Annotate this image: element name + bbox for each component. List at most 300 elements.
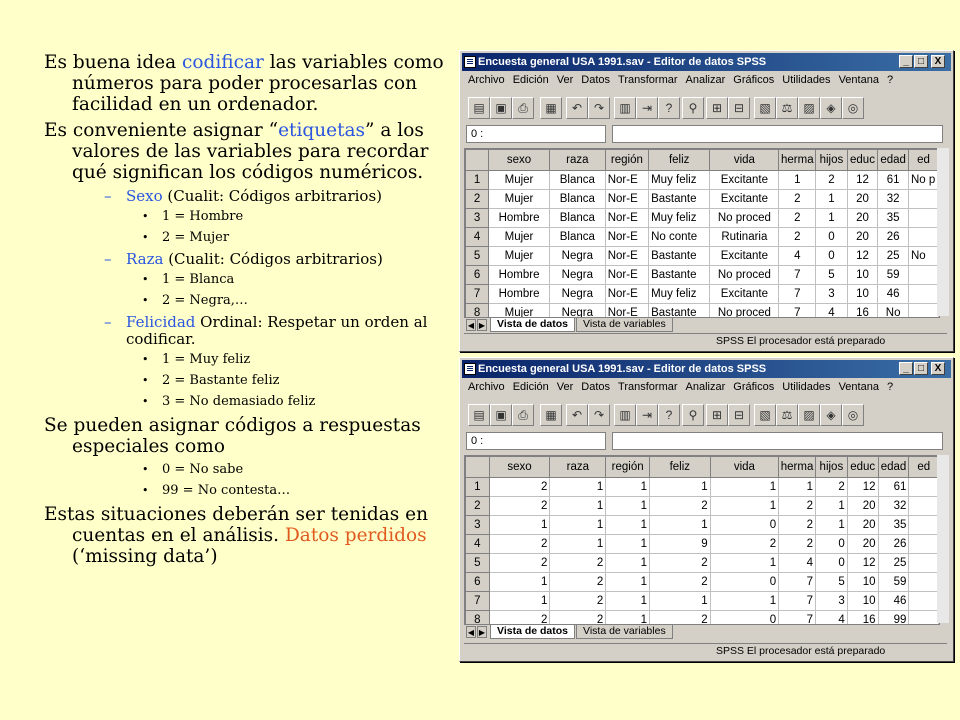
tab-vista-de-variables[interactable]: Vista de variables xyxy=(576,318,673,332)
menu-ayuda[interactable]: ? xyxy=(886,74,894,86)
slide-text xyxy=(44,52,454,572)
grid-cell[interactable]: Muy feliz xyxy=(649,285,710,304)
grid-cell[interactable]: 2 xyxy=(779,497,816,516)
dialog-recall-icon[interactable]: ▦ xyxy=(540,97,562,119)
subitem xyxy=(44,272,454,288)
grid-cell[interactable]: No proced xyxy=(710,266,779,285)
menu-utilidades[interactable]: Utilidades xyxy=(782,381,831,393)
grid-cell[interactable]: 2 xyxy=(779,516,816,535)
code-text: 0 = No sabe xyxy=(162,462,244,477)
grid-cell[interactable]: Bastante xyxy=(649,190,710,209)
grid-cell[interactable]: 4 xyxy=(779,554,816,573)
tab-prev-icon[interactable]: ◀ xyxy=(467,628,475,637)
redo-icon[interactable]: ↷ xyxy=(588,97,610,119)
select-cases-icon[interactable]: ▨ xyxy=(798,97,820,119)
grid-cell[interactable]: Nor-E xyxy=(605,228,648,247)
grid-cell[interactable]: 1 xyxy=(606,611,650,626)
menu-ver[interactable]: Ver xyxy=(556,74,574,86)
grid-cell[interactable]: 0 xyxy=(816,228,847,247)
highlight-sexo: Sexo xyxy=(126,187,163,205)
grid-cell[interactable] xyxy=(909,497,939,516)
grid-cell[interactable]: 7 xyxy=(779,611,816,626)
grid-cell[interactable]: Blanca xyxy=(549,228,605,247)
grid-cell[interactable]: 2 xyxy=(489,478,550,497)
column-header[interactable]: región xyxy=(605,150,648,171)
grid-cell[interactable]: 2 xyxy=(710,535,778,554)
row-number[interactable]: 3 xyxy=(466,209,489,228)
grid-cell[interactable]: 1 xyxy=(710,497,778,516)
grid-cell[interactable]: 10 xyxy=(847,266,878,285)
row-number[interactable]: 4 xyxy=(466,535,490,554)
print-icon[interactable]: ⎙ xyxy=(512,404,534,426)
dialog-recall-icon[interactable]: ▦ xyxy=(540,404,562,426)
redo-icon[interactable]: ↷ xyxy=(588,404,610,426)
data-grid[interactable] xyxy=(464,148,940,318)
grid-cell[interactable]: 5 xyxy=(816,266,847,285)
grid-cell[interactable]: 20 xyxy=(847,497,878,516)
grid-cell[interactable]: 1 xyxy=(606,478,650,497)
save-icon[interactable]: ▣ xyxy=(490,404,512,426)
menu-archivo[interactable]: Archivo xyxy=(468,74,505,86)
grid-cell[interactable]: Nor-E xyxy=(605,171,648,190)
variables-icon[interactable]: ? xyxy=(658,97,680,119)
grid-cell[interactable]: 5 xyxy=(816,573,848,592)
grid-cell[interactable]: 1 xyxy=(489,592,550,611)
menu-analizar[interactable]: Analizar xyxy=(685,74,726,86)
cell-editor xyxy=(464,123,947,145)
text-segment: Estas situaciones deberán ser tenidas en cuentas en el análisis. xyxy=(44,504,429,546)
cell-reference[interactable]: 0 : xyxy=(466,125,606,143)
menu-ayuda[interactable]: ? xyxy=(886,381,894,393)
menu-edicion[interactable]: Edición xyxy=(512,74,549,86)
grid-cell[interactable]: 2 xyxy=(649,573,710,592)
grid-corner[interactable] xyxy=(466,150,489,171)
grid-cell[interactable]: 0 xyxy=(710,516,778,535)
item-felicidad xyxy=(44,314,454,348)
find-icon[interactable]: ⚲ xyxy=(682,404,704,426)
table-row xyxy=(466,516,939,535)
dash: – xyxy=(104,250,112,268)
grid-cell[interactable] xyxy=(909,592,939,611)
column-header[interactable]: herma xyxy=(779,150,816,171)
grid-cell[interactable]: 61 xyxy=(878,171,909,190)
grid-cell[interactable]: 2 xyxy=(779,209,816,228)
grid-cell[interactable]: 2 xyxy=(550,573,606,592)
grid-cell[interactable]: Blanca xyxy=(549,209,605,228)
grid-cell[interactable]: Mujer xyxy=(489,190,550,209)
split-file-icon[interactable]: ▧ xyxy=(754,404,776,426)
table-row xyxy=(466,285,939,304)
grid-cell[interactable]: Hombre xyxy=(489,209,550,228)
data-grid[interactable] xyxy=(464,455,940,625)
grid-cell[interactable]: No xyxy=(908,247,938,266)
grid-cell[interactable]: Blanca xyxy=(549,171,605,190)
minimize-button[interactable]: _ xyxy=(899,55,913,68)
grid-cell[interactable]: 1 xyxy=(816,190,847,209)
table-row xyxy=(466,478,939,497)
grid-cell[interactable]: Bastante xyxy=(649,304,710,319)
close-button[interactable]: X xyxy=(931,55,945,68)
grid-cell[interactable]: 2 xyxy=(649,554,710,573)
menu-transformar[interactable]: Transformar xyxy=(618,74,678,86)
row-number[interactable]: 8 xyxy=(466,611,490,626)
grid-cell[interactable]: Blanca xyxy=(549,190,605,209)
column-header[interactable]: ed xyxy=(909,457,939,478)
grid-cell[interactable] xyxy=(909,573,939,592)
grid-cell[interactable]: 26 xyxy=(878,535,909,554)
grid-cell[interactable]: 1 xyxy=(779,478,816,497)
select-cases-icon[interactable]: ▨ xyxy=(798,404,820,426)
grid-cell[interactable] xyxy=(908,285,938,304)
status-bar xyxy=(464,643,947,658)
menu-datos[interactable]: Datos xyxy=(581,381,611,393)
cell-value-input[interactable] xyxy=(612,125,943,143)
grid-cell[interactable]: Negra xyxy=(549,247,605,266)
tab-prev-icon[interactable]: ◀ xyxy=(467,321,475,330)
column-header[interactable]: feliz xyxy=(649,457,710,478)
grid-cell[interactable] xyxy=(909,611,939,626)
goto-case-icon[interactable]: ⇥ xyxy=(636,97,658,119)
grid-cell[interactable]: 35 xyxy=(878,516,909,535)
grid-cell[interactable]: Mujer xyxy=(489,171,550,190)
grid-cell[interactable]: 20 xyxy=(847,516,878,535)
grid-cell[interactable]: 4 xyxy=(816,611,848,626)
grid-cell[interactable]: Nor-E xyxy=(605,190,648,209)
grid-cell[interactable]: Negra xyxy=(549,304,605,319)
grid-cell[interactable]: 59 xyxy=(878,573,909,592)
column-header[interactable]: hijos xyxy=(816,150,847,171)
grid-cell[interactable] xyxy=(908,304,938,319)
grid-cell[interactable]: 1 xyxy=(489,516,550,535)
grid-cell[interactable]: 1 xyxy=(816,516,848,535)
column-header[interactable]: región xyxy=(606,457,650,478)
menu-graficos[interactable]: Gráficos xyxy=(733,74,775,86)
row-number[interactable]: 1 xyxy=(466,171,489,190)
grid-cell[interactable]: 1 xyxy=(816,497,848,516)
grid-cell[interactable]: 0 xyxy=(816,247,847,266)
grid-cell[interactable]: Excitante xyxy=(710,285,779,304)
code-text: 1 = Blanca xyxy=(162,272,235,287)
highlight-raza: Raza xyxy=(126,250,164,268)
value-labels-icon[interactable]: ◈ xyxy=(820,97,842,119)
table-row xyxy=(466,228,939,247)
grid-cell[interactable]: 20 xyxy=(847,535,878,554)
column-header[interactable]: raza xyxy=(550,457,606,478)
insert-case-icon[interactable]: ⊞ xyxy=(706,404,728,426)
grid-cell[interactable]: Bastante xyxy=(649,266,710,285)
row-number[interactable]: 7 xyxy=(466,592,490,611)
subitem xyxy=(44,293,454,309)
grid-cell[interactable] xyxy=(909,478,939,497)
grid-cell[interactable]: 1 xyxy=(779,171,816,190)
tab-next-icon[interactable]: ▶ xyxy=(478,321,486,330)
grid-cell[interactable]: 1 xyxy=(606,535,650,554)
grid-cell[interactable] xyxy=(908,266,938,285)
grid-cell[interactable]: Mujer xyxy=(489,228,550,247)
grid-cell[interactable]: 2 xyxy=(779,190,816,209)
grid-cell[interactable]: 1 xyxy=(606,516,650,535)
grid-cell[interactable]: 7 xyxy=(779,573,816,592)
grid-cell[interactable]: 32 xyxy=(878,497,909,516)
grid-cell[interactable]: 1 xyxy=(710,478,778,497)
grid-cell[interactable]: No proced xyxy=(710,304,779,319)
title-bar[interactable] xyxy=(462,53,951,71)
row-number[interactable]: 2 xyxy=(466,190,489,209)
column-header[interactable]: sexo xyxy=(489,457,550,478)
column-header[interactable]: raza xyxy=(549,150,605,171)
grid-cell[interactable]: 1 xyxy=(606,554,650,573)
grid-cell[interactable]: 1 xyxy=(606,592,650,611)
grid-cell[interactable]: 1 xyxy=(649,478,710,497)
grid-cell[interactable]: 32 xyxy=(878,190,909,209)
row-number[interactable]: 3 xyxy=(466,516,490,535)
weight-cases-icon[interactable]: ⚖ xyxy=(776,97,798,119)
menu-datos[interactable]: Datos xyxy=(581,74,611,86)
vertical-scrollbar[interactable] xyxy=(937,455,949,623)
grid-cell[interactable]: Nor-E xyxy=(605,247,648,266)
grid-cell[interactable]: 0 xyxy=(816,554,848,573)
column-header[interactable]: educ xyxy=(847,150,878,171)
grid-cell[interactable]: 16 xyxy=(847,611,878,626)
grid-cell[interactable]: 2 xyxy=(489,497,550,516)
grid-cell[interactable]: 1 xyxy=(606,573,650,592)
grid-cell[interactable]: 2 xyxy=(489,554,550,573)
grid-cell[interactable]: 2 xyxy=(550,554,606,573)
grid-cell[interactable]: No proced xyxy=(710,209,779,228)
grid-cell[interactable]: 1 xyxy=(710,554,778,573)
grid-cell[interactable] xyxy=(909,554,939,573)
grid-cell[interactable]: 12 xyxy=(847,554,878,573)
grid-cell[interactable]: 7 xyxy=(779,266,816,285)
grid-cell[interactable]: 1 xyxy=(606,497,650,516)
grid-cell[interactable]: Mujer xyxy=(489,247,550,266)
spss-window-labels[interactable] xyxy=(459,50,954,352)
grid-cell[interactable]: Bastante xyxy=(649,247,710,266)
menu-utilidades[interactable]: Utilidades xyxy=(782,74,831,86)
menu-ventana[interactable]: Ventana xyxy=(838,381,879,393)
column-header[interactable]: sexo xyxy=(489,150,550,171)
grid-cell[interactable]: 10 xyxy=(847,573,878,592)
grid-cell[interactable]: 2 xyxy=(489,611,550,626)
grid-cell[interactable]: 12 xyxy=(847,171,878,190)
undo-icon[interactable]: ↶ xyxy=(566,97,588,119)
menu-ventana[interactable]: Ventana xyxy=(838,74,879,86)
grid-cell[interactable]: 3 xyxy=(816,592,848,611)
row-number[interactable]: 5 xyxy=(466,247,489,266)
grid-cell[interactable]: No p xyxy=(908,171,938,190)
grid-cell[interactable]: 20 xyxy=(847,209,878,228)
column-header[interactable]: edad xyxy=(878,150,909,171)
grid-cell[interactable]: 0 xyxy=(710,611,778,626)
grid-cell[interactable]: 2 xyxy=(816,171,847,190)
grid-cell[interactable]: 59 xyxy=(878,266,909,285)
use-sets-icon[interactable]: ◎ xyxy=(842,97,864,119)
grid-cell[interactable]: 0 xyxy=(816,535,848,554)
grid-cell[interactable]: 2 xyxy=(816,478,848,497)
grid-cell[interactable]: 61 xyxy=(878,478,909,497)
column-header[interactable]: herma xyxy=(779,457,816,478)
grid-cell[interactable]: Nor-E xyxy=(605,209,648,228)
save-icon[interactable]: ▣ xyxy=(490,97,512,119)
row-number[interactable]: 1 xyxy=(466,478,490,497)
column-header[interactable]: vida xyxy=(710,457,778,478)
grid-cell[interactable]: 7 xyxy=(779,304,816,319)
column-header[interactable]: hijos xyxy=(816,457,848,478)
grid-cell[interactable]: Excitante xyxy=(710,190,779,209)
grid-cell[interactable]: Negra xyxy=(549,266,605,285)
row-number[interactable]: 8 xyxy=(466,304,489,319)
grid-cell[interactable]: 46 xyxy=(878,592,909,611)
grid-cell[interactable]: 46 xyxy=(878,285,909,304)
grid-cell[interactable]: 1 xyxy=(710,592,778,611)
insert-case-icon[interactable]: ⊞ xyxy=(706,97,728,119)
grid-cell[interactable]: 9 xyxy=(649,535,710,554)
table-row xyxy=(466,209,939,228)
undo-icon[interactable]: ↶ xyxy=(566,404,588,426)
grid-cell[interactable]: Negra xyxy=(549,285,605,304)
menu-ver[interactable]: Ver xyxy=(556,381,574,393)
grid-cell[interactable]: 2 xyxy=(649,497,710,516)
grid-cell[interactable]: Muy feliz xyxy=(649,209,710,228)
grid-cell[interactable]: 1 xyxy=(550,516,606,535)
title-bar[interactable] xyxy=(462,360,951,378)
grid-cell[interactable]: Rutinaria xyxy=(710,228,779,247)
value-labels-icon[interactable]: ◈ xyxy=(820,404,842,426)
vertical-scrollbar[interactable] xyxy=(937,148,949,316)
grid-cell[interactable]: Excitante xyxy=(710,247,779,266)
subitem xyxy=(44,230,454,246)
weight-cases-icon[interactable]: ⚖ xyxy=(776,404,798,426)
grid-cell[interactable]: 7 xyxy=(779,592,816,611)
grid-cell[interactable]: 25 xyxy=(878,554,909,573)
goto-chart-icon[interactable]: ▥ xyxy=(614,97,636,119)
grid-cell[interactable]: 2 xyxy=(550,611,606,626)
variables-icon[interactable]: ? xyxy=(658,404,680,426)
grid-cell[interactable]: 2 xyxy=(779,228,816,247)
grid-cell[interactable] xyxy=(908,228,938,247)
grid-cell[interactable]: 20 xyxy=(847,190,878,209)
grid-cell[interactable]: 10 xyxy=(847,285,878,304)
tab-vista-de-datos[interactable]: Vista de datos xyxy=(490,318,575,332)
tab-next-icon[interactable]: ▶ xyxy=(478,628,486,637)
menu-graficos[interactable]: Gráficos xyxy=(733,381,775,393)
grid-cell[interactable]: Nor-E xyxy=(605,285,648,304)
insert-variable-icon[interactable]: ⊟ xyxy=(728,404,750,426)
grid-cell[interactable]: 2 xyxy=(649,611,710,626)
grid-cell[interactable]: Hombre xyxy=(489,266,550,285)
grid-cell[interactable]: Mujer xyxy=(489,304,550,319)
goto-chart-icon[interactable]: ▥ xyxy=(614,404,636,426)
goto-case-icon[interactable]: ⇥ xyxy=(636,404,658,426)
grid-cell[interactable]: 20 xyxy=(847,228,878,247)
column-header[interactable]: edad xyxy=(878,457,909,478)
grid-cell[interactable]: Muy feliz xyxy=(649,171,710,190)
grid-cell[interactable]: Hombre xyxy=(489,285,550,304)
grid-corner[interactable] xyxy=(466,457,490,478)
find-icon[interactable]: ⚲ xyxy=(682,97,704,119)
menu-analizar[interactable]: Analizar xyxy=(685,381,726,393)
grid-cell[interactable]: 26 xyxy=(878,228,909,247)
text-segment: (Cualit: Códigos arbitrarios) xyxy=(163,250,383,268)
grid-cell[interactable]: Nor-E xyxy=(605,304,648,319)
tab-vista-de-datos[interactable]: Vista de datos xyxy=(490,625,575,639)
grid-cell[interactable] xyxy=(909,535,939,554)
data-table xyxy=(465,149,939,318)
grid-cell[interactable]: 2 xyxy=(489,535,550,554)
grid-cell[interactable]: Excitante xyxy=(710,171,779,190)
grid-cell[interactable]: 2 xyxy=(779,535,816,554)
grid-cell[interactable]: 1 xyxy=(649,516,710,535)
grid-cell[interactable]: 99 xyxy=(878,611,909,626)
maximize-button[interactable]: □ xyxy=(914,362,928,375)
minimize-button[interactable]: _ xyxy=(899,362,913,375)
grid-cell[interactable]: 7 xyxy=(779,285,816,304)
grid-cell[interactable]: 3 xyxy=(816,285,847,304)
grid-cell[interactable]: 10 xyxy=(847,592,878,611)
grid-cell[interactable] xyxy=(908,190,938,209)
column-header[interactable]: vida xyxy=(710,150,779,171)
menu-transformar[interactable]: Transformar xyxy=(618,381,678,393)
grid-cell[interactable]: 0 xyxy=(710,573,778,592)
spss-window-codes[interactable] xyxy=(459,357,954,662)
column-header[interactable]: feliz xyxy=(649,150,710,171)
grid-cell[interactable]: 25 xyxy=(878,247,909,266)
grid-cell[interactable] xyxy=(908,209,938,228)
cell-reference[interactable]: 0 : xyxy=(466,432,606,450)
column-header[interactable]: educ xyxy=(847,457,878,478)
maximize-button[interactable]: □ xyxy=(914,55,928,68)
row-number[interactable]: 4 xyxy=(466,228,489,247)
row-number[interactable]: 7 xyxy=(466,285,489,304)
insert-variable-icon[interactable]: ⊟ xyxy=(728,97,750,119)
grid-cell[interactable]: 1 xyxy=(550,535,606,554)
use-sets-icon[interactable]: ◎ xyxy=(842,404,864,426)
grid-cell[interactable]: 1 xyxy=(816,209,847,228)
highlight-codificar: codificar xyxy=(182,52,264,73)
split-file-icon[interactable]: ▧ xyxy=(754,97,776,119)
grid-cell[interactable]: 1 xyxy=(649,592,710,611)
grid-cell[interactable]: 4 xyxy=(779,247,816,266)
grid-cell[interactable]: 35 xyxy=(878,209,909,228)
row-number[interactable]: 2 xyxy=(466,497,490,516)
grid-cell[interactable]: 16 xyxy=(847,304,878,319)
row-number[interactable]: 6 xyxy=(466,266,489,285)
row-number[interactable]: 5 xyxy=(466,554,490,573)
column-header[interactable]: ed xyxy=(908,150,938,171)
grid-cell[interactable]: 1 xyxy=(550,497,606,516)
menu-edicion[interactable]: Edición xyxy=(512,381,549,393)
grid-cell[interactable]: 12 xyxy=(847,247,878,266)
grid-cell[interactable]: 1 xyxy=(489,573,550,592)
grid-cell[interactable]: 2 xyxy=(550,592,606,611)
table-row xyxy=(466,554,939,573)
open-icon[interactable]: ▤ xyxy=(468,404,490,426)
grid-cell[interactable] xyxy=(909,516,939,535)
grid-cell[interactable]: 1 xyxy=(550,478,606,497)
print-icon[interactable]: ⎙ xyxy=(512,97,534,119)
row-number[interactable]: 6 xyxy=(466,573,490,592)
grid-cell[interactable]: Nor-E xyxy=(605,266,648,285)
tab-vista-de-variables[interactable]: Vista de variables xyxy=(576,625,673,639)
grid-cell[interactable]: 12 xyxy=(847,478,878,497)
cell-value-input[interactable] xyxy=(612,432,943,450)
open-icon[interactable]: ▤ xyxy=(468,97,490,119)
menu-archivo[interactable]: Archivo xyxy=(468,381,505,393)
grid-cell[interactable]: No conte xyxy=(649,228,710,247)
grid-cell[interactable]: No xyxy=(878,304,909,319)
close-button[interactable]: X xyxy=(931,362,945,375)
grid-cell[interactable]: 4 xyxy=(816,304,847,319)
